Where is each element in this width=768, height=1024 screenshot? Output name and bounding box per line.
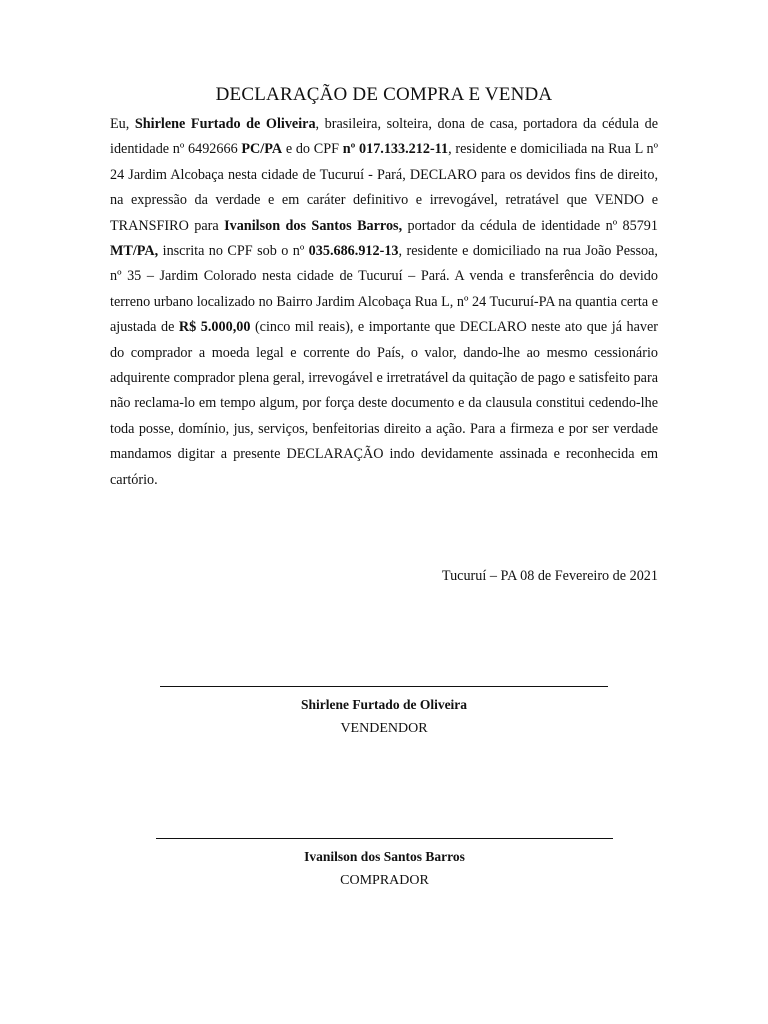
paragraph-segment: Eu, — [110, 116, 135, 132]
paragraph-segment: , residente e domiciliado na rua João Pessoa, nº 35 – Jardim Colorado nesta cidade de Tucuruí – Pará. A venda e transferência do devido terreno urbano localizado no Bairro Jardim Alcobaça Rua L, nº 24 Tucuruí-PA na quantia certa e ajustada de — [110, 243, 658, 336]
buyer-signature-name: Ivanilson dos Santos Barros — [304, 849, 465, 864]
seller-signature-role: VENDENDOR — [340, 721, 428, 736]
paragraph-segment: (cinco mil reais), e importante que DECLARO neste ato que já haver do comprador a moeda legal e corrente do País, o valor, dando-lhe ao mesmo cessionário adquirente comprador plena geral, irrevogável e irretratável da quitação de pago e satisfeito para não reclama-lo em tempo algum, por força deste documento e da clausula constitui cedendo-lhe toda posse, domínio, jus, serviços, benfeitorias direito a ação. Para a firmeza e por ser verdade mandamos digitar a presente DECLARAÇÃO indo devidamente assinada e reconhecida em cartório. — [110, 319, 659, 488]
seller-cpf: nº 017.133.212-11 — [342, 141, 449, 158]
paragraph-segment: portador da cédula de identidade nº 85791 — [402, 217, 658, 234]
document-page — [110, 84, 659, 584]
seller-signature-block — [160, 686, 608, 737]
paragraph-segment: e do CPF — [282, 141, 343, 158]
seller-signature-name: Shirlene Furtado de Oliveira — [300, 697, 468, 712]
paragraph-segment: , residente e domiciliada na Rua L nº 24 Jardim Alcobaça nesta cidade de Tucuruí - Pará, DECLARO para os devidos fins de direito, na expressão da verdade e em caráter definitivo e irrevogável, retratável que VENDO e TRANSFIRO para — [110, 141, 658, 234]
paragraph-segment: inscrita no CPF sob o nº — [158, 243, 309, 260]
seller-name-inline: Shirlene Furtado de Oliveira — [134, 116, 316, 132]
buyer-cpf: 035.686.912-13 — [308, 243, 399, 260]
document-title: DECLARAÇÃO DE COMPRA E VENDA — [215, 84, 553, 105]
buyer-signature-line — [156, 838, 613, 839]
seller-id-issuer: PC/PA — [241, 141, 283, 158]
seller-signature-line — [160, 686, 608, 687]
buyer-name-inline: Ivanilson dos Santos Barros, — [224, 217, 403, 234]
paragraph-segment: , brasileira, solteira, dona de casa, portadora da cédula de identidade nº 6492666 — [110, 116, 658, 158]
sale-amount: R$ 5.000,00 — [178, 319, 251, 336]
buyer-id-issuer: MT/PA, — [110, 243, 159, 260]
declaration-paragraph — [110, 112, 658, 493]
buyer-signature-block — [156, 838, 613, 889]
document-date: Tucuruí – PA 08 de Fevereiro de 2021 — [441, 568, 658, 584]
buyer-signature-role: COMPRADOR — [340, 873, 429, 888]
